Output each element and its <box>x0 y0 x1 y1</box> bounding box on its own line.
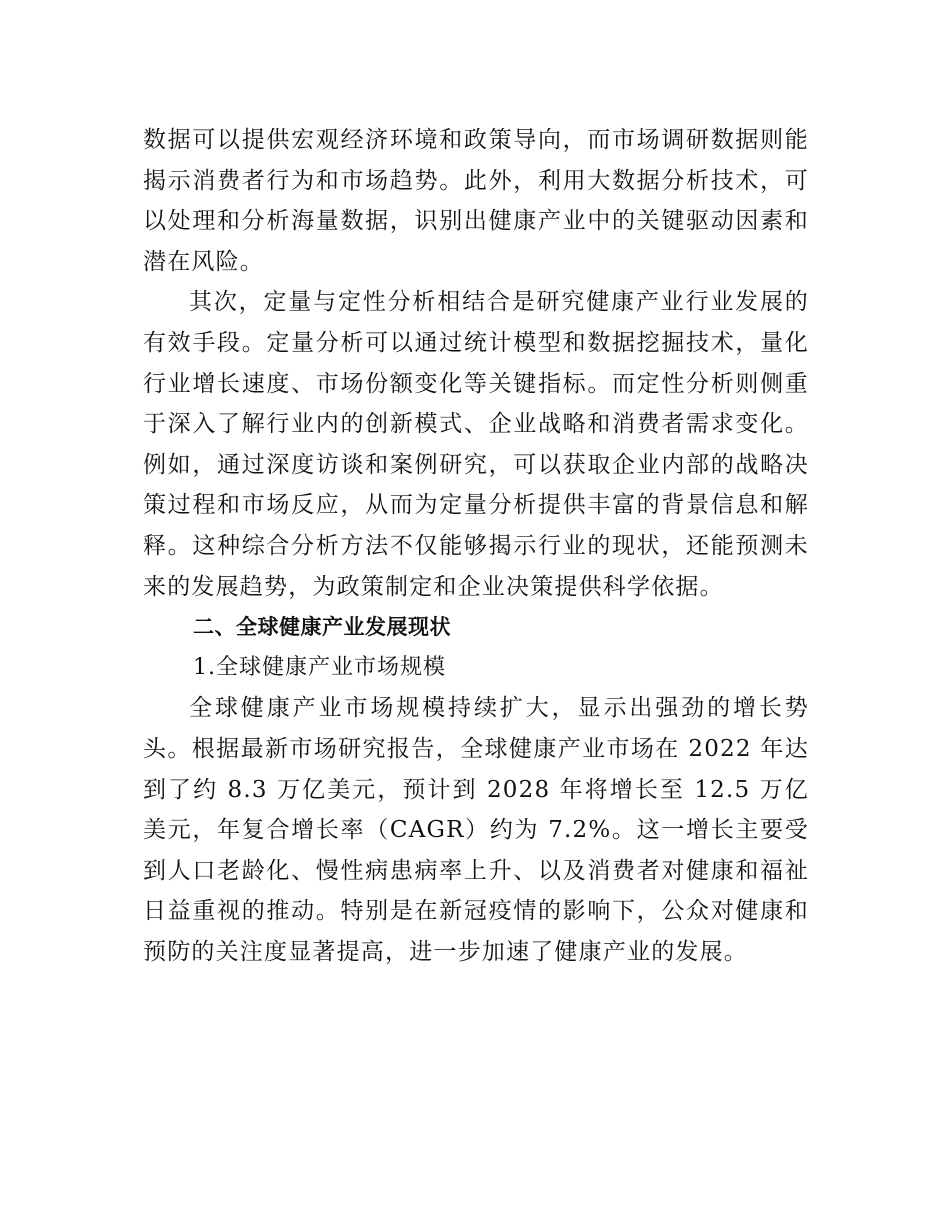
body-paragraph: 其次，定量与定性分析相结合是研究健康产业行业发展的有效手段。定量分析可以通过统计模型和数据挖掘技术，量化行业增长速度、市场份额变化等关键指标。而定性分析则侧重于深入了解行业内的创新模式、企业战略和消费者需求变化。例如，通过深度访谈和案例研究，可以获取企业内部的战略决策过程和市场反应，从而为定量分析提供丰富的背景信息和解释。这种综合分析方法不仅能够揭示行业的现状，还能预测未来的发展趋势，为政策制定和企业决策提供科学依据。 <box>143 289 809 600</box>
body-paragraph: 全球健康产业市场规模持续扩大，显示出强劲的增长势头。根据最新市场研究报告，全球健康产业市场在 2022 年达到了约 8.3 万亿美元，预计到 2028 年将增长至 12.5 万亿美元，年复合增长率（CAGR）约为 7.2%。这一增长主要受到人口老龄化、慢性病患病率上升、以及消费者对健康和福祉日益重视的推动。特别是在新冠疫情的影响下，公众对健康和预防的关注度显著提高，进一步加速了健康产业的发展。 <box>143 695 809 965</box>
document-page <box>143 120 809 972</box>
body-paragraph: 数据可以提供宏观经济环境和政策导向，而市场调研数据则能揭示消费者行为和市场趋势。此外，利用大数据分析技术，可以处理和分析海量数据，识别出健康产业中的关键驱动因素和潜在风险。 <box>143 127 809 275</box>
section-heading: 二、全球健康产业发展现状 <box>193 615 451 640</box>
subsection-heading: 1.全球健康产业市场规模 <box>193 654 446 680</box>
